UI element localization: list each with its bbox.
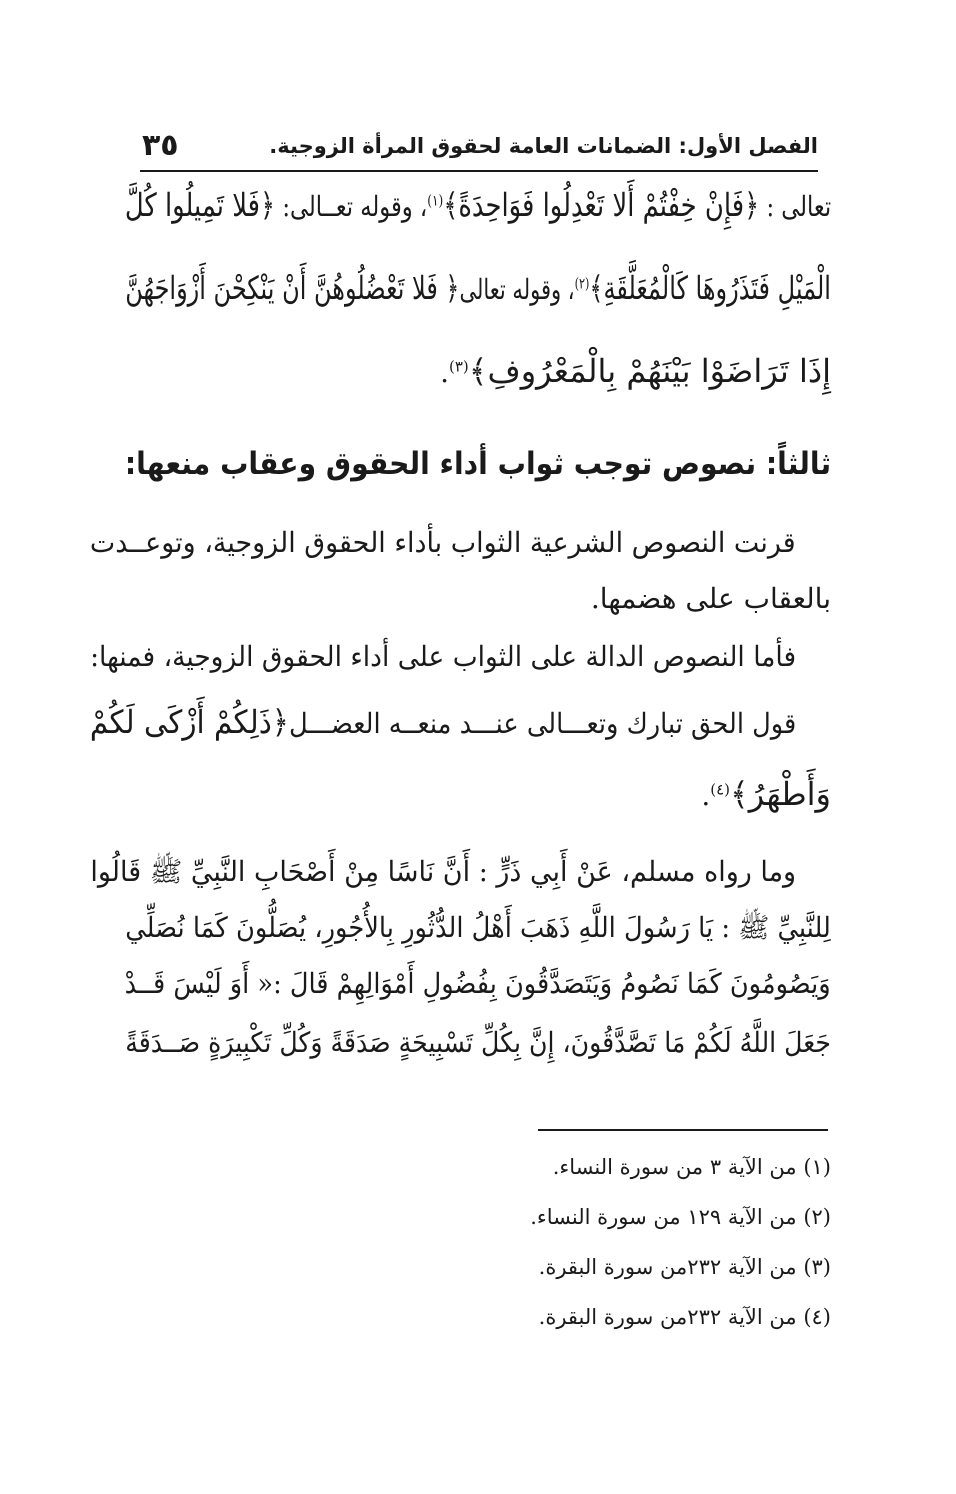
verse-line-1 (125, 186, 831, 224)
paragraph-line: بالعقاب على هضمها. (590, 582, 831, 615)
hadith-line: وَيَصُومُونَ كَمَا نَصُومُ وَيَتَصَدَّقُونَ بِفُضُولِ أَمْوَالِهِمْ قَالَ :« أَوَ لَيْسَ قَــدْ (124, 967, 831, 1000)
text-run: . (440, 356, 449, 389)
footnote-ref: (١) (427, 191, 444, 210)
quran-verse: وَأَطْهَرُ﴾ (730, 775, 831, 813)
paragraph-line: قرنت النصوص الشرعية الثواب بأداء الحقوق الزوجية، وتوعــدت (90, 526, 796, 559)
chapter-title: الفصل الأول: الضمانات العامة لحقوق المرأة الزوجية. (269, 134, 818, 158)
text-run: ، وقوله تعالى (459, 273, 575, 306)
text-run: . (701, 779, 711, 812)
quran-verse: ﴿فَلا تَمِيلُوا كُلَّ (124, 186, 276, 224)
quran-verse: ﴿ فَلا تَعْضُلُوهُنَّ أَنْ يَنْكِحْنَ أَزْوَاجَهُنَّ (125, 269, 460, 307)
footnote: (٣) من الآية ٢٣٢من سورة البقرة. (538, 1255, 831, 1279)
hadith-line: وما رواه مسلم، عَنْ أَبِي ذَرٍّ : أَنَّ نَاسًا مِنْ أَصْحَابِ النَّبِيِّ ﷺ قَالُوا (90, 855, 796, 888)
text-run: قول الحق تبارك وتعـــالى عنـــد منعــه العضـــل (288, 707, 796, 740)
paragraph-line (701, 775, 831, 813)
footnote: (١) من الآية ٣ من سورة النساء. (552, 1155, 831, 1179)
verse-line-3 (440, 352, 831, 390)
footnote-ref: (٣) (448, 357, 469, 376)
page-number: ٣٥ (142, 128, 179, 163)
quran-verse: ﴿ذَلِكُمْ أَزْكَى لَكُمْ (89, 703, 289, 741)
hadith-line: جَعَلَ اللَّهُ لَكُمْ مَا تَصَّدَّقُونَ، إِنَّ بِكُلِّ تَسْبِيحَةٍ صَدَقَةً وَكُلِّ تَكْبِيرَةٍ صَــدَقَةً (125, 1026, 831, 1059)
text-run: ، وقوله تعــالى: (275, 190, 428, 223)
quran-verse: إِذَا تَرَاضَوْا بَيْنَهُمْ بِالْمَعْرُوفِ﴾ (468, 352, 831, 390)
footnote: (٢) من الآية ١٢٩ من سورة النساء. (530, 1205, 831, 1229)
hadith-line: لِلنَّبِيِّ ﷺ : يَا رَسُولَ اللَّهِ ذَهَبَ أَهْلُ الدُّثُورِ بِالأُجُورِ، يُصَلُّونَ كَمَا نُصَلِّي (125, 911, 831, 944)
footnote-ref: (٤) (710, 780, 731, 799)
paragraph-line (90, 703, 796, 741)
footnote-divider (538, 1129, 828, 1131)
footnote-ref: (٢) (574, 274, 590, 293)
quran-verse: الْمَيْلِ فَتَذَرُوهَا كَالْمُعَلَّقَةِ﴾ (589, 269, 831, 307)
section-heading: ثالثاً: نصوص توجب ثواب أداء الحقوق وعقاب منعها: (124, 446, 831, 482)
footnote: (٤) من الآية ٢٣٢من سورة البقرة. (538, 1305, 831, 1329)
quran-verse: ﴿فَإِنْ خِفْتُمْ أَلا تَعْدِلُوا فَوَاحِدَةً﴾ (443, 186, 760, 224)
running-header (140, 128, 818, 172)
text-run: تعالى : (759, 190, 831, 223)
verse-line-2 (125, 269, 831, 307)
paragraph-line: فأما النصوص الدالة على الثواب على أداء الحقوق الزوجية، فمنها: (89, 640, 796, 673)
